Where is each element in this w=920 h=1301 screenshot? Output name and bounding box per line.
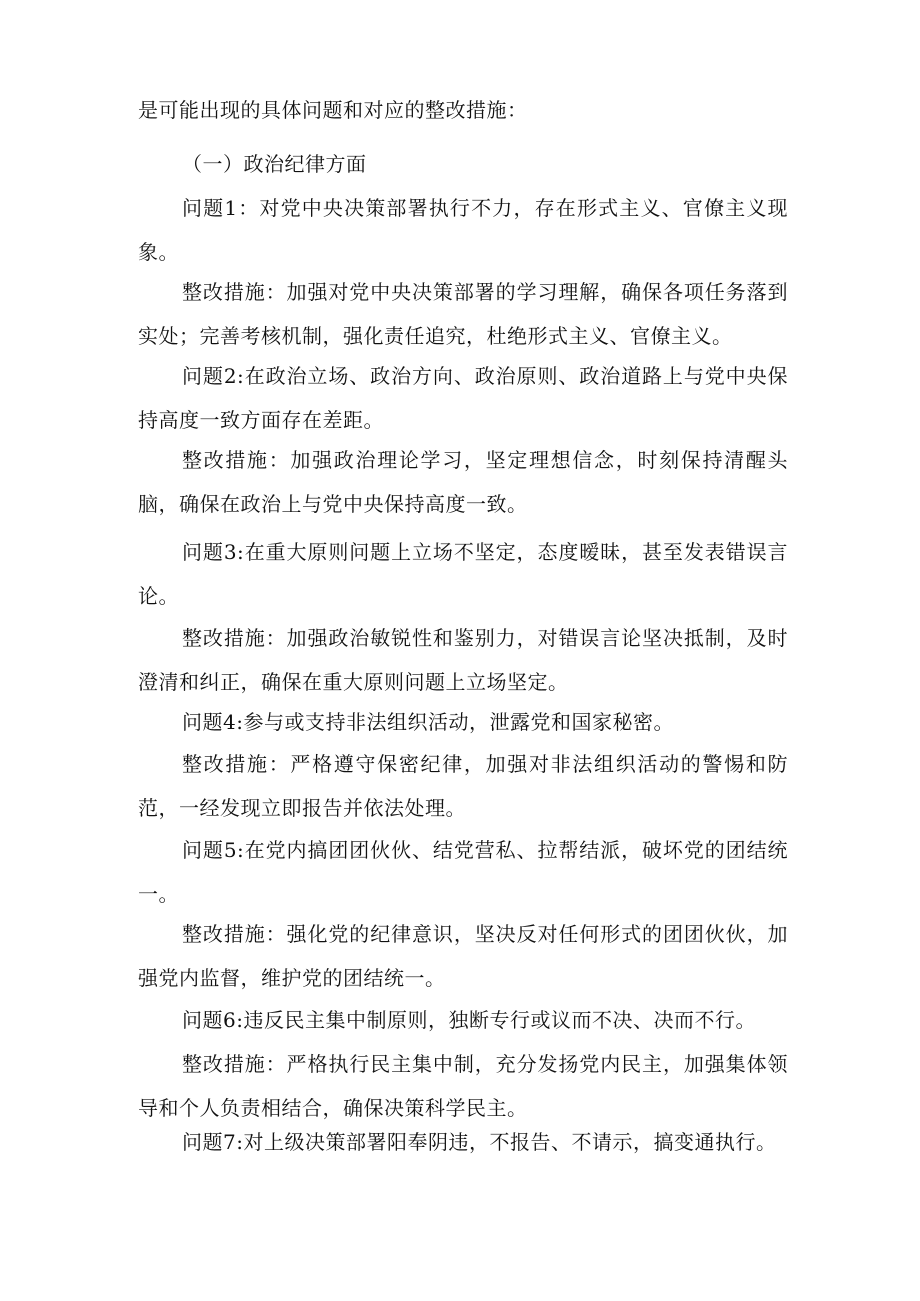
measure-2: 整改措施：加强政治理论学习，坚定理想信念，时刻保持清醒头脑，确保在政治上与党中央保持高度一致。 bbox=[138, 448, 788, 516]
measure-1: 整改措施：加强对党中央决策部署的学习理解，确保各项任务落到实处；完善考核机制，强化责任追究，杜绝形式主义、官僚主义。 bbox=[138, 280, 788, 348]
measure-6: 整改措施：严格执行民主集中制，充分发扬党内民主，加强集体领导和个人负责相结合，确保决策科学民主。 bbox=[138, 1052, 788, 1120]
problem-5: 问题5:在党内搞团团伙伙、结党营私、拉帮结派，破坏党的团结统一。 bbox=[138, 838, 788, 906]
section-heading: （一）政治纪律方面 bbox=[182, 152, 367, 176]
problem-2: 问题2:在政治立场、政治方向、政治原则、政治道路上与党中央保持高度一致方面存在差距。 bbox=[138, 364, 788, 432]
problem-3: 问题3:在重大原则问题上立场不坚定，态度暧昧，甚至发表错误言论。 bbox=[138, 540, 788, 608]
measure-3: 整改措施：加强政治敏锐性和鉴别力，对错误言论坚决抵制，及时澄清和纠正，确保在重大原则问题上立场坚定。 bbox=[138, 626, 788, 694]
problem-1: 问题1：对党中央决策部署执行不力，存在形式主义、官僚主义现象。 bbox=[138, 196, 788, 264]
measure-4: 整改措施：严格遵守保密纪律，加强对非法组织活动的警惕和防范，一经发现立即报告并依法处理。 bbox=[138, 752, 788, 820]
measure-5: 整改措施：强化党的纪律意识，坚决反对任何形式的团团伙伙，加强党内监督，维护党的团结统一。 bbox=[138, 922, 788, 990]
intro-paragraph: 是可能出现的具体问题和对应的整改措施： bbox=[138, 98, 528, 122]
problem-6: 问题6:违反民主集中制原则，独断专行或议而不决、决而不行。 bbox=[182, 1008, 756, 1032]
problem-7: 问题7:对上级决策部署阳奉阴违，不报告、不请示，搞变通执行。 bbox=[182, 1130, 777, 1154]
problem-4: 问题4:参与或支持非法组织活动，泄露党和国家秘密。 bbox=[182, 710, 674, 734]
